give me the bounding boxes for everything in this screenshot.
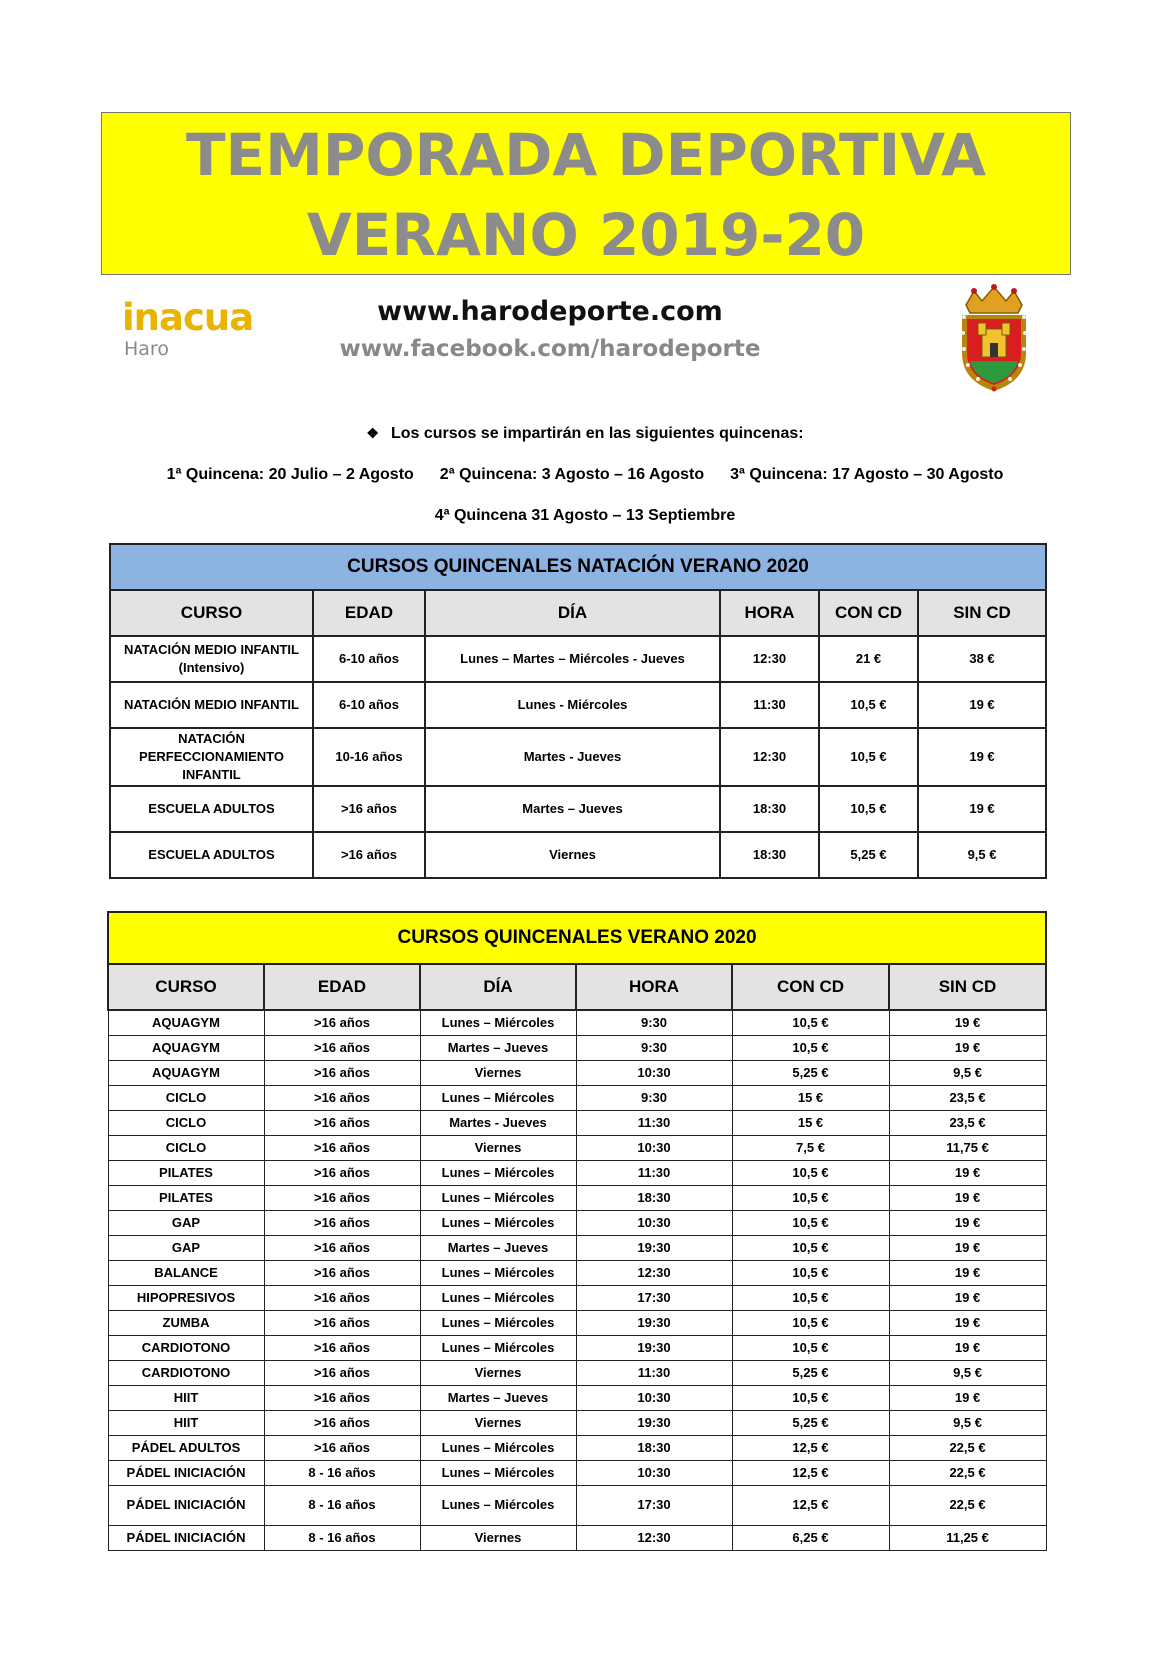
table-cell: 12:30 — [720, 636, 819, 682]
table-cell: GAP — [108, 1210, 264, 1235]
table-cell: 10:30 — [576, 1385, 732, 1410]
quincena-3: 3ª Quincena: 17 Agosto – 30 Agosto — [730, 466, 1004, 483]
table-cell: PÁDEL ADULTOS — [108, 1435, 264, 1460]
table-cell: Martes - Jueves — [425, 728, 720, 786]
title-banner — [101, 112, 1071, 275]
table-cell: 9:30 — [576, 1035, 732, 1060]
table-cell: 21 € — [819, 636, 918, 682]
table-cell: PILATES — [108, 1160, 264, 1185]
table-cell: 10,5 € — [732, 1285, 889, 1310]
table-cell: Lunes – Miércoles — [420, 1310, 576, 1335]
table-cell: 10,5 € — [819, 786, 918, 832]
page-title-line2: VERANO 2019-20 — [306, 201, 866, 269]
table-cell: 11:30 — [576, 1160, 732, 1185]
table-cell: 19 € — [889, 1235, 1046, 1260]
table-row — [108, 1485, 1046, 1525]
quincenas-line — [0, 466, 1170, 484]
table-row — [108, 1385, 1046, 1410]
table-cell: 18:30 — [576, 1435, 732, 1460]
table-cell: >16 años — [313, 832, 425, 878]
table-row — [110, 786, 1046, 832]
table-cell: 5,25 € — [819, 832, 918, 878]
table-cell: 5,25 € — [732, 1060, 889, 1085]
table-cell: 10:30 — [576, 1135, 732, 1160]
table-cell: 38 € — [918, 636, 1046, 682]
table-cell: ZUMBA — [108, 1310, 264, 1335]
table-row — [108, 1360, 1046, 1385]
table-cell: >16 años — [264, 1185, 420, 1210]
table-cell: HIPOPRESIVOS — [108, 1285, 264, 1310]
table-cell: CICLO — [108, 1110, 264, 1135]
column-header: CURSO — [110, 590, 313, 636]
schedule-intro — [0, 425, 1170, 443]
table-cell: 12:30 — [720, 728, 819, 786]
table-cell: 7,5 € — [732, 1135, 889, 1160]
table-cell: >16 años — [264, 1060, 420, 1085]
table-cell: >16 años — [264, 1260, 420, 1285]
table-cell: 19 € — [889, 1285, 1046, 1310]
table-cell: 12,5 € — [732, 1435, 889, 1460]
table-cell: 9,5 € — [889, 1060, 1046, 1085]
table-cell: >16 años — [264, 1010, 420, 1035]
table-row — [110, 682, 1046, 728]
column-header: HORA — [720, 590, 819, 636]
table-cell: Lunes – Miércoles — [420, 1010, 576, 1035]
table-cell: Lunes – Miércoles — [420, 1435, 576, 1460]
table-cell: Martes – Jueves — [420, 1035, 576, 1060]
table-row — [108, 1135, 1046, 1160]
table-cell: 22,5 € — [889, 1460, 1046, 1485]
column-header: DÍA — [425, 590, 720, 636]
table-cell: Lunes – Miércoles — [420, 1335, 576, 1360]
table-cell: >16 años — [264, 1160, 420, 1185]
table-cell: >16 años — [313, 786, 425, 832]
table-cell: Lunes - Miércoles — [425, 682, 720, 728]
table-cell: 19 € — [889, 1010, 1046, 1035]
table-row — [110, 636, 1046, 682]
table-cell: 19:30 — [576, 1410, 732, 1435]
table-cell: >16 años — [264, 1410, 420, 1435]
table-cell: Viernes — [420, 1525, 576, 1550]
table-cell: PÁDEL INICIACIÓN — [108, 1460, 264, 1485]
table-cell: 10,5 € — [732, 1210, 889, 1235]
table-cell: 18:30 — [720, 832, 819, 878]
table-cell: 11,25 € — [889, 1525, 1046, 1550]
table-cell: 19 € — [889, 1385, 1046, 1410]
table-row — [108, 1160, 1046, 1185]
table-cell: 12:30 — [576, 1525, 732, 1550]
table-cell: 12:30 — [576, 1260, 732, 1285]
table-cell: >16 años — [264, 1110, 420, 1135]
table-cell: 19 € — [918, 786, 1046, 832]
table-cell: >16 años — [264, 1335, 420, 1360]
table-cell: >16 años — [264, 1385, 420, 1410]
column-header: CURSO — [108, 964, 264, 1010]
table-cell: GAP — [108, 1235, 264, 1260]
table-cell: 23,5 € — [889, 1085, 1046, 1110]
table-cell: Lunes – Miércoles — [420, 1160, 576, 1185]
table-cell: Martes - Jueves — [420, 1110, 576, 1135]
table-cell: >16 años — [264, 1210, 420, 1235]
table-cell: 5,25 € — [732, 1360, 889, 1385]
column-header: EDAD — [264, 964, 420, 1010]
table-cell: Martes – Jueves — [420, 1235, 576, 1260]
logo-city: Haro — [124, 338, 169, 360]
natacion-table-title: CURSOS QUINCENALES NATACIÓN VERANO 2020 — [110, 544, 1046, 590]
table-cell: 19:30 — [576, 1310, 732, 1335]
table-cell: Viernes — [420, 1060, 576, 1085]
table-cell: >16 años — [264, 1285, 420, 1310]
table-cell: NATACIÓN PERFECCIONAMIENTO INFANTIL — [110, 728, 313, 786]
facebook-link[interactable]: www.facebook.com/harodeporte — [339, 336, 761, 362]
table-cell: Martes – Jueves — [425, 786, 720, 832]
column-header: DÍA — [420, 964, 576, 1010]
page-title-line1: TEMPORADA DEPORTIVA — [185, 121, 987, 189]
table-row — [108, 1185, 1046, 1210]
cursos-table-title: CURSOS QUINCENALES VERANO 2020 — [108, 912, 1046, 964]
table-cell: 10:30 — [576, 1060, 732, 1085]
table-cell: 10,5 € — [732, 1235, 889, 1260]
table-cell: 19:30 — [576, 1235, 732, 1260]
table-cell: 6-10 años — [313, 636, 425, 682]
table-row — [108, 1260, 1046, 1285]
table-cell: 19:30 — [576, 1335, 732, 1360]
table-cell: 19 € — [918, 728, 1046, 786]
table-cell: 17:30 — [576, 1485, 732, 1525]
table-cell: Lunes – Miércoles — [420, 1485, 576, 1525]
table-cell: ESCUELA ADULTOS — [110, 832, 313, 878]
column-header: CON CD — [732, 964, 889, 1010]
table-cell: NATACIÓN MEDIO INFANTIL (Intensivo) — [110, 636, 313, 682]
table-row — [108, 1210, 1046, 1235]
table-cell: HIIT — [108, 1410, 264, 1435]
diamond-bullet-icon: ❖ — [366, 425, 379, 441]
table-cell: 12,5 € — [732, 1460, 889, 1485]
natacion-table — [109, 543, 1047, 879]
table-cell: 10,5 € — [732, 1035, 889, 1060]
table-cell: 11,75 € — [889, 1135, 1046, 1160]
table-cell: 9,5 € — [889, 1360, 1046, 1385]
table-cell: CARDIOTONO — [108, 1335, 264, 1360]
table-cell: 10,5 € — [732, 1160, 889, 1185]
table-cell: 10,5 € — [732, 1260, 889, 1285]
table-cell: 8 - 16 años — [264, 1460, 420, 1485]
table-cell: 15 € — [732, 1110, 889, 1135]
quincena-4: 4ª Quincena 31 Agosto – 13 Septiembre — [434, 507, 736, 524]
table-cell: HIIT — [108, 1385, 264, 1410]
table-cell: 10,5 € — [732, 1010, 889, 1035]
website-link[interactable]: www.harodeporte.com — [377, 296, 723, 327]
table-row — [108, 1460, 1046, 1485]
table-cell: >16 años — [264, 1085, 420, 1110]
table-cell: 10,5 € — [732, 1385, 889, 1410]
table-cell: 8 - 16 años — [264, 1485, 420, 1525]
table-cell: 22,5 € — [889, 1485, 1046, 1525]
table-row — [108, 1410, 1046, 1435]
table-cell: Viernes — [420, 1410, 576, 1435]
table-cell: Lunes – Miércoles — [420, 1085, 576, 1110]
table-cell: >16 años — [264, 1310, 420, 1335]
inacua-logo — [122, 298, 272, 368]
table-cell: 10,5 € — [732, 1310, 889, 1335]
table-cell: PÁDEL INICIACIÓN — [108, 1485, 264, 1525]
table-row — [110, 832, 1046, 878]
table-cell: 11:30 — [720, 682, 819, 728]
table-row — [108, 1060, 1046, 1085]
table-cell: 11:30 — [576, 1360, 732, 1385]
table-cell: AQUAGYM — [108, 1060, 264, 1085]
table-cell: PÁDEL INICIACIÓN — [108, 1525, 264, 1550]
table-cell: NATACIÓN MEDIO INFANTIL — [110, 682, 313, 728]
table-cell: 10,5 € — [732, 1335, 889, 1360]
schedule-intro-text: Los cursos se impartirán en las siguientes quincenas: — [390, 425, 804, 442]
table-cell: 8 - 16 años — [264, 1525, 420, 1550]
table-cell: 10,5 € — [819, 682, 918, 728]
table-cell: CARDIOTONO — [108, 1360, 264, 1385]
table-cell: 19 € — [889, 1335, 1046, 1360]
table-cell: Martes – Jueves — [420, 1385, 576, 1410]
cursos-table — [107, 911, 1047, 1551]
column-header: CON CD — [819, 590, 918, 636]
logo-brand: inacua — [122, 296, 254, 339]
table-cell: 18:30 — [576, 1185, 732, 1210]
table-cell: 18:30 — [720, 786, 819, 832]
table-row — [108, 1335, 1046, 1360]
table-cell: ESCUELA ADULTOS — [110, 786, 313, 832]
column-header: SIN CD — [918, 590, 1046, 636]
table-cell: Lunes – Miércoles — [420, 1210, 576, 1235]
table-cell: 5,25 € — [732, 1410, 889, 1435]
coat-of-arms-icon — [956, 283, 1032, 395]
column-header: HORA — [576, 964, 732, 1010]
table-row — [110, 728, 1046, 786]
table-cell: >16 años — [264, 1435, 420, 1460]
table-cell: 6,25 € — [732, 1525, 889, 1550]
table-row — [108, 1110, 1046, 1135]
table-cell: 10:30 — [576, 1460, 732, 1485]
table-cell: 19 € — [889, 1210, 1046, 1235]
table-cell: 17:30 — [576, 1285, 732, 1310]
table-row — [108, 1435, 1046, 1460]
table-cell: 6-10 años — [313, 682, 425, 728]
table-cell: 10,5 € — [732, 1185, 889, 1210]
quincena-1: 1ª Quincena: 20 Julio – 2 Agosto — [166, 466, 414, 483]
table-cell: 23,5 € — [889, 1110, 1046, 1135]
table-cell: BALANCE — [108, 1260, 264, 1285]
table-cell: >16 años — [264, 1135, 420, 1160]
table-cell: Lunes – Miércoles — [420, 1185, 576, 1210]
table-cell: AQUAGYM — [108, 1010, 264, 1035]
table-cell: 11:30 — [576, 1110, 732, 1135]
table-cell: Viernes — [425, 832, 720, 878]
table-cell: CICLO — [108, 1135, 264, 1160]
table-row — [108, 1035, 1046, 1060]
table-cell: 9:30 — [576, 1010, 732, 1035]
table-cell: 19 € — [889, 1260, 1046, 1285]
table-row — [108, 1285, 1046, 1310]
table-cell: 9:30 — [576, 1085, 732, 1110]
table-row — [108, 1085, 1046, 1110]
table-cell: 10:30 — [576, 1210, 732, 1235]
table-cell: >16 años — [264, 1035, 420, 1060]
table-row — [108, 1235, 1046, 1260]
table-cell: 15 € — [732, 1085, 889, 1110]
table-cell: 19 € — [889, 1160, 1046, 1185]
table-cell: Lunes – Miércoles — [420, 1460, 576, 1485]
table-cell: 19 € — [889, 1185, 1046, 1210]
table-row — [108, 1310, 1046, 1335]
table-cell: Viernes — [420, 1360, 576, 1385]
table-cell: PILATES — [108, 1185, 264, 1210]
table-cell: AQUAGYM — [108, 1035, 264, 1060]
table-cell: 9,5 € — [918, 832, 1046, 878]
table-row — [108, 1010, 1046, 1035]
table-cell: 9,5 € — [889, 1410, 1046, 1435]
quincena-2: 2ª Quincena: 3 Agosto – 16 Agosto — [439, 466, 705, 483]
table-cell: 22,5 € — [889, 1435, 1046, 1460]
table-row — [108, 1525, 1046, 1550]
table-cell: Lunes – Miércoles — [420, 1260, 576, 1285]
table-cell: 10,5 € — [819, 728, 918, 786]
table-cell: >16 años — [264, 1360, 420, 1385]
table-cell: 19 € — [889, 1310, 1046, 1335]
table-cell: Viernes — [420, 1135, 576, 1160]
table-cell: 10-16 años — [313, 728, 425, 786]
table-cell: >16 años — [264, 1235, 420, 1260]
table-cell: 19 € — [918, 682, 1046, 728]
column-header: SIN CD — [889, 964, 1046, 1010]
table-cell: CICLO — [108, 1085, 264, 1110]
table-cell: Lunes – Miércoles — [420, 1285, 576, 1310]
table-cell: 19 € — [889, 1035, 1046, 1060]
table-cell: 12,5 € — [732, 1485, 889, 1525]
column-header: EDAD — [313, 590, 425, 636]
table-cell: Lunes – Martes – Miércoles - Jueves — [425, 636, 720, 682]
